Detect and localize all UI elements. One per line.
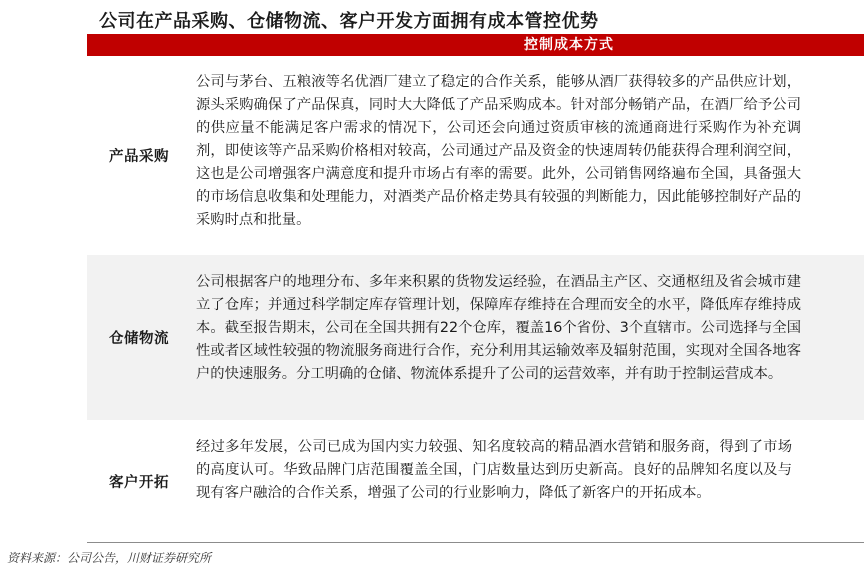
table-row-customer bbox=[87, 420, 864, 542]
page-title: 公司在产品采购、仓储物流、客户开发方面拥有成本管控优势 bbox=[99, 11, 599, 32]
table-row-logistics bbox=[87, 255, 864, 420]
row-label-procurement: 产品采购 bbox=[109, 149, 169, 165]
table-bottom-rule bbox=[87, 542, 864, 543]
row-text-logistics: 公司根据客户的地理分布、多年来积累的货物发运经验，在酒品主产区、交通枢纽及省会城市建立了仓库；并通过科学制定库存管理计划，保障库存维持在合理而安全的水平，降低库存维持成本。截至报告期末，公司在全国共拥有22个仓库，覆盖16个省份、3个直辖市。公司选择与全国性或者区域性较强的物流服务商进行合作，充分利用其运输效率及辐射范围，实现对全国各地客户的快速服务。分工明确的仓储、物流体系提升了公司的运营效率，并有助于控制运营成本。 bbox=[196, 274, 801, 382]
row-text-procurement: 公司与茅台、五粮液等名优酒厂建立了稳定的合作关系，能够从酒厂获得较多的产品供应计划，源头采购确保了产品保真，同时大大降低了产品采购成本。针对部分畅销产品，在酒厂给予公司的供应量不能满足客户需求的情况下，公司还会向通过资质审核的流通商进行采购作为补充调剂，即使该等产品采购价格相对较高，公司通过产品及资金的快速周转仍能获得合理利润空间，这也是公司增强客户满意度和提升市场占有率的需要。此外，公司销售网络遍布全国，具备强大的市场信息收集和处理能力，对酒类产品价格走势具有较强的判断能力，因此能够控制好产品的采购时点和批量。 bbox=[196, 74, 801, 228]
table-header bbox=[87, 34, 864, 56]
source-note: 资料来源：公司公告，川财证券研究所 bbox=[7, 551, 212, 565]
row-text-customer: 经过多年发展，公司已成为国内实力较强、知名度较高的精品酒水营销和服务商，得到了市场的高度认可。华致品牌门店范围覆盖全国，门店数量达到历史新高。良好的品牌知名度以及与现有客户融洽的合作关系，增强了公司的行业影响力，降低了新客户的开拓成本。 bbox=[196, 439, 792, 501]
row-label-customer: 客户开拓 bbox=[109, 474, 169, 491]
table-header-label: 控制成本方式 bbox=[524, 37, 614, 53]
row-label-logistics: 仓储物流 bbox=[109, 331, 169, 347]
table-row-procurement bbox=[87, 56, 864, 255]
